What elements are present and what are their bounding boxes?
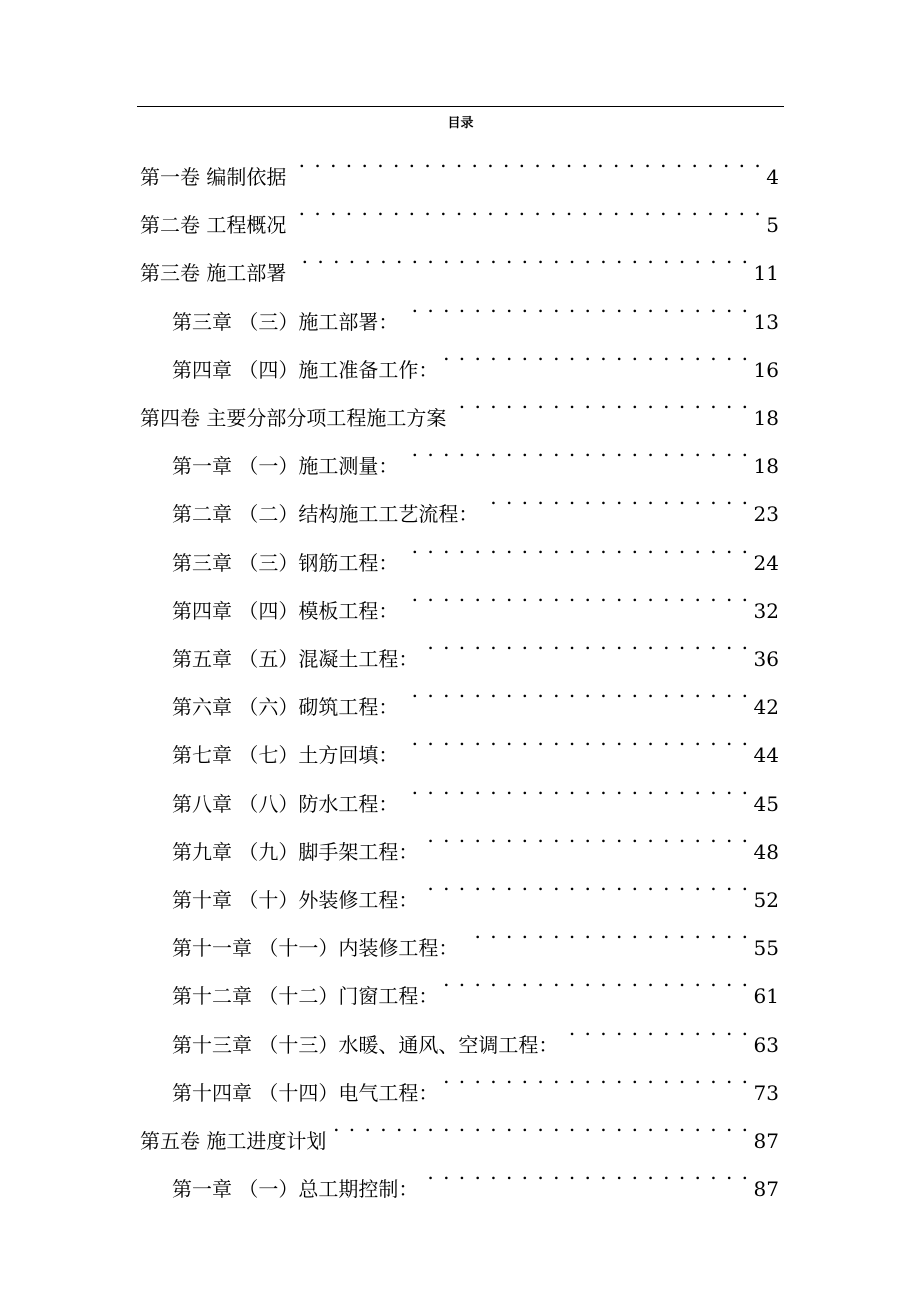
toc-entry[interactable]	[172, 714, 779, 768]
toc-page-number: 42	[753, 695, 779, 720]
toc-entry[interactable]	[172, 859, 779, 912]
toc-page-number: 18	[753, 406, 779, 430]
toc-dot-leader	[444, 1052, 749, 1100]
toc-page-number: 48	[753, 839, 779, 864]
toc-entry[interactable]	[172, 473, 779, 527]
toc-dot-leader	[292, 232, 749, 280]
toc-page-number: 44	[753, 743, 779, 768]
toc-page-number: 4	[766, 165, 779, 189]
toc-entry-title: 第五卷 施工进度计划	[140, 1129, 327, 1153]
toc-entry[interactable]	[172, 425, 779, 479]
toc-dot-leader	[424, 1148, 749, 1196]
toc-page-number: 5	[766, 213, 779, 238]
toc-page-number: 18	[753, 454, 779, 479]
toc-entry-title: 第四章 （四）模板工程：	[172, 598, 399, 623]
toc-dot-leader	[332, 1100, 749, 1148]
toc-page-number: 16	[753, 357, 779, 382]
toc-page-number: 87	[753, 1177, 779, 1202]
toc-page-number: 32	[753, 598, 779, 623]
toc-dot-leader	[292, 184, 762, 232]
toc-entry-title: 第十三章 （十三）水暖、通风、空调工程：	[172, 1032, 559, 1057]
toc-dot-leader	[484, 473, 749, 521]
toc-entry-title: 第三章 （三）施工部署：	[172, 309, 399, 334]
toc-entry[interactable]	[140, 184, 779, 238]
toc-entry-title: 第二卷 工程概况	[140, 213, 287, 238]
toc-entry[interactable]	[172, 1004, 779, 1057]
toc-page-number: 11	[753, 261, 779, 286]
toc-page-number: 13	[753, 309, 779, 334]
toc-dot-leader	[404, 522, 749, 570]
toc-entry-title: 第三章 （三）钢筋工程：	[172, 550, 399, 575]
toc-dot-leader	[452, 377, 749, 425]
toc-page-number: 61	[753, 984, 779, 1009]
toc-page-number: 52	[753, 888, 779, 912]
toc-dot-leader	[404, 714, 749, 762]
toc-entry[interactable]	[172, 570, 779, 623]
toc-entry[interactable]	[172, 907, 779, 961]
toc-dot-leader	[444, 329, 749, 377]
toc-dot-leader	[464, 907, 749, 955]
toc-entry[interactable]	[172, 618, 779, 671]
toc-page-number: 87	[753, 1129, 779, 1153]
toc-entry-title: 第十一章 （十一）内装修工程：	[172, 936, 459, 961]
toc-dot-leader	[404, 570, 749, 618]
toc-entry[interactable]	[172, 763, 779, 816]
toc-entry[interactable]	[140, 136, 779, 189]
toc-dot-leader	[404, 763, 749, 811]
toc-dot-leader	[292, 136, 762, 184]
toc-entry-title: 第五章 （五）混凝土工程：	[172, 647, 419, 671]
toc-entry-title: 第九章 （九）脚手架工程：	[172, 839, 419, 864]
toc-page-number: 63	[753, 1032, 779, 1057]
toc-dot-leader	[404, 425, 749, 473]
toc-entry-title: 第三卷 施工部署	[140, 261, 287, 286]
toc-entry[interactable]	[140, 232, 779, 286]
toc-dot-leader	[424, 618, 749, 666]
toc-page-number: 23	[753, 502, 779, 527]
toc-entry[interactable]	[140, 1100, 779, 1153]
toc-entry-title: 第六章 （六）砌筑工程：	[172, 695, 399, 720]
toc-entry[interactable]	[172, 1052, 779, 1105]
toc-page-number: 24	[753, 550, 779, 575]
toc-entry-title: 第二章 （二）结构施工工艺流程：	[172, 502, 479, 527]
toc-entry[interactable]	[172, 329, 779, 382]
toc-page-number: 55	[753, 936, 779, 961]
toc-entry-title: 第十四章 （十四）电气工程：	[172, 1080, 439, 1105]
toc-dot-leader	[404, 666, 749, 714]
toc-entry-title: 第十二章 （十二）门窗工程：	[172, 984, 439, 1009]
toc-entry[interactable]	[172, 811, 779, 864]
toc-dot-leader	[424, 811, 749, 859]
toc-dot-leader	[404, 281, 749, 329]
toc-page-number: 45	[753, 791, 779, 816]
toc-page-number: 36	[753, 647, 779, 671]
toc-entry-title: 第一章 （一）施工测量：	[172, 454, 399, 479]
header-rule	[137, 106, 784, 107]
toc-entry[interactable]	[172, 281, 779, 334]
toc-dot-leader	[444, 955, 749, 1003]
toc-entry-title: 第八章 （八）防水工程：	[172, 791, 399, 816]
toc-entry-title: 第十章 （十）外装修工程：	[172, 888, 419, 912]
toc-page-number: 73	[753, 1080, 779, 1105]
toc-entry-title: 第四章 （四）施工准备工作：	[172, 357, 439, 382]
toc-dot-leader	[564, 1004, 749, 1052]
toc-dot-leader	[424, 859, 749, 907]
toc-entry-title: 第一卷 编制依据	[140, 165, 287, 189]
toc-entry[interactable]	[172, 522, 779, 575]
toc-entry[interactable]	[140, 377, 779, 430]
toc-entry[interactable]	[172, 955, 779, 1009]
toc-title: 目录	[447, 116, 474, 131]
toc-entry[interactable]	[172, 1148, 779, 1202]
toc-entry[interactable]	[172, 666, 779, 720]
toc-entry-title: 第七章 （七）土方回填：	[172, 743, 399, 768]
toc-entry-title: 第四卷 主要分部分项工程施工方案	[140, 406, 447, 430]
toc-entry-title: 第一章 （一）总工期控制：	[172, 1177, 419, 1202]
